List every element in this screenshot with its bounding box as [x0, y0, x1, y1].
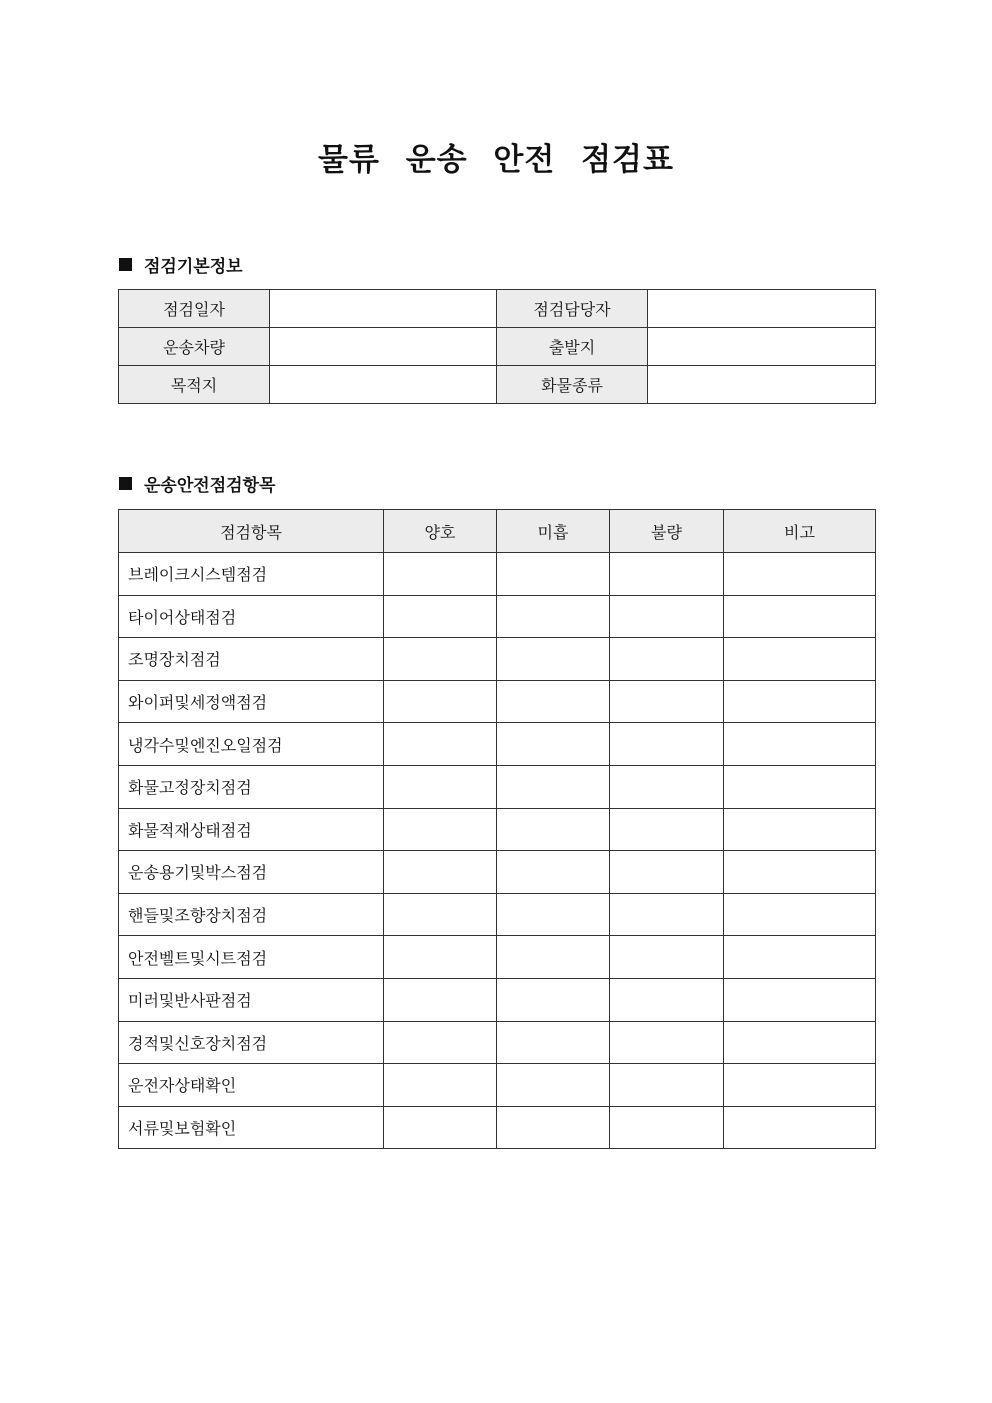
poor-cell[interactable] — [610, 851, 724, 894]
checklist-body — [119, 553, 876, 1149]
insufficient-cell[interactable] — [497, 978, 610, 1021]
info-value-field[interactable] — [270, 328, 497, 366]
poor-cell[interactable] — [610, 723, 724, 766]
table-row — [119, 553, 876, 596]
check-item-label: 안전벨트및시트점검 — [119, 936, 384, 979]
poor-cell[interactable] — [610, 978, 724, 1021]
insufficient-cell[interactable] — [497, 936, 610, 979]
poor-cell[interactable] — [610, 936, 724, 979]
info-row — [119, 328, 876, 366]
check-item-label: 운송용기및박스점검 — [119, 851, 384, 894]
poor-cell[interactable] — [610, 808, 724, 851]
table-row — [119, 765, 876, 808]
poor-cell[interactable] — [610, 595, 724, 638]
table-row — [119, 893, 876, 936]
check-item-label: 조명장치점검 — [119, 638, 384, 681]
check-item-label: 화물적재상태점검 — [119, 808, 384, 851]
info-row — [119, 366, 876, 404]
check-item-label: 운전자상태확인 — [119, 1064, 384, 1107]
good-cell[interactable] — [384, 638, 497, 681]
table-row — [119, 978, 876, 1021]
remarks-cell[interactable] — [724, 680, 876, 723]
good-cell[interactable] — [384, 893, 497, 936]
column-header-item: 점검항목 — [119, 510, 384, 553]
remarks-cell[interactable] — [724, 1064, 876, 1107]
remarks-cell[interactable] — [724, 893, 876, 936]
insufficient-cell[interactable] — [497, 553, 610, 596]
table-row — [119, 1106, 876, 1149]
insufficient-cell[interactable] — [497, 765, 610, 808]
good-cell[interactable] — [384, 936, 497, 979]
basic-info-table — [118, 289, 876, 404]
page-title: 물류 운송 안전 점검표 — [318, 142, 674, 178]
table-row — [119, 638, 876, 681]
check-item-label: 화물고정장치점검 — [119, 765, 384, 808]
remarks-cell[interactable] — [724, 851, 876, 894]
remarks-cell[interactable] — [724, 1106, 876, 1149]
remarks-cell[interactable] — [724, 808, 876, 851]
table-row — [119, 1064, 876, 1107]
table-row — [119, 680, 876, 723]
square-bullet-icon — [119, 258, 132, 271]
info-label: 점검일자 — [119, 290, 270, 328]
section-heading-checklist — [119, 471, 275, 496]
insufficient-cell[interactable] — [497, 638, 610, 681]
info-label: 화물종류 — [497, 366, 648, 404]
insufficient-cell[interactable] — [497, 595, 610, 638]
check-item-label: 서류및보험확인 — [119, 1106, 384, 1149]
good-cell[interactable] — [384, 1106, 497, 1149]
good-cell[interactable] — [384, 978, 497, 1021]
table-row — [119, 1021, 876, 1064]
remarks-cell[interactable] — [724, 765, 876, 808]
remarks-cell[interactable] — [724, 1021, 876, 1064]
table-row — [119, 723, 876, 766]
info-label: 출발지 — [497, 328, 648, 366]
remarks-cell[interactable] — [724, 638, 876, 681]
poor-cell[interactable] — [610, 680, 724, 723]
section-heading-label: 운송안전점검항목 — [144, 476, 276, 496]
info-value-field[interactable] — [270, 290, 497, 328]
table-row — [119, 808, 876, 851]
info-value-field[interactable] — [648, 290, 876, 328]
good-cell[interactable] — [384, 680, 497, 723]
checklist-header-row — [119, 510, 876, 553]
column-header-remarks: 비고 — [724, 510, 876, 553]
poor-cell[interactable] — [610, 1106, 724, 1149]
column-header-poor: 불량 — [610, 510, 724, 553]
remarks-cell[interactable] — [724, 936, 876, 979]
poor-cell[interactable] — [610, 1021, 724, 1064]
info-value-field[interactable] — [648, 366, 876, 404]
remarks-cell[interactable] — [724, 978, 876, 1021]
good-cell[interactable] — [384, 808, 497, 851]
insufficient-cell[interactable] — [497, 723, 610, 766]
checklist-table — [118, 509, 876, 1149]
check-item-label: 와이퍼및세정액점검 — [119, 680, 384, 723]
info-label: 목적지 — [119, 366, 270, 404]
column-header-good: 양호 — [384, 510, 497, 553]
poor-cell[interactable] — [610, 553, 724, 596]
check-item-label: 냉각수및엔진오일점검 — [119, 723, 384, 766]
good-cell[interactable] — [384, 723, 497, 766]
table-row — [119, 851, 876, 894]
info-row — [119, 290, 876, 328]
square-bullet-icon — [119, 477, 132, 490]
table-row — [119, 595, 876, 638]
column-header-insufficient: 미흡 — [497, 510, 610, 553]
check-item-label: 브레이크시스템점검 — [119, 553, 384, 596]
good-cell[interactable] — [384, 851, 497, 894]
insufficient-cell[interactable] — [497, 851, 610, 894]
remarks-cell[interactable] — [724, 595, 876, 638]
insufficient-cell[interactable] — [497, 808, 610, 851]
info-label: 운송차량 — [119, 328, 270, 366]
remarks-cell[interactable] — [724, 723, 876, 766]
poor-cell[interactable] — [610, 893, 724, 936]
poor-cell[interactable] — [610, 1064, 724, 1107]
remarks-cell[interactable] — [724, 553, 876, 596]
check-item-label: 핸들및조향장치점검 — [119, 893, 384, 936]
insufficient-cell[interactable] — [497, 1064, 610, 1107]
check-item-label: 경적및신호장치점검 — [119, 1021, 384, 1064]
good-cell[interactable] — [384, 595, 497, 638]
good-cell[interactable] — [384, 1021, 497, 1064]
check-item-label: 미러및반사판점검 — [119, 978, 384, 1021]
insufficient-cell[interactable] — [497, 1021, 610, 1064]
good-cell[interactable] — [384, 765, 497, 808]
insufficient-cell[interactable] — [497, 680, 610, 723]
insufficient-cell[interactable] — [497, 893, 610, 936]
section-heading-basic-info — [119, 252, 243, 277]
poor-cell[interactable] — [610, 765, 724, 808]
poor-cell[interactable] — [610, 638, 724, 681]
info-value-field[interactable] — [270, 366, 497, 404]
info-value-field[interactable] — [648, 328, 876, 366]
table-row — [119, 936, 876, 979]
check-item-label: 타이어상태점검 — [119, 595, 384, 638]
insufficient-cell[interactable] — [497, 1106, 610, 1149]
info-label: 점검담당자 — [497, 290, 648, 328]
good-cell[interactable] — [384, 553, 497, 596]
good-cell[interactable] — [384, 1064, 497, 1107]
section-heading-label: 점검기본정보 — [144, 257, 243, 277]
